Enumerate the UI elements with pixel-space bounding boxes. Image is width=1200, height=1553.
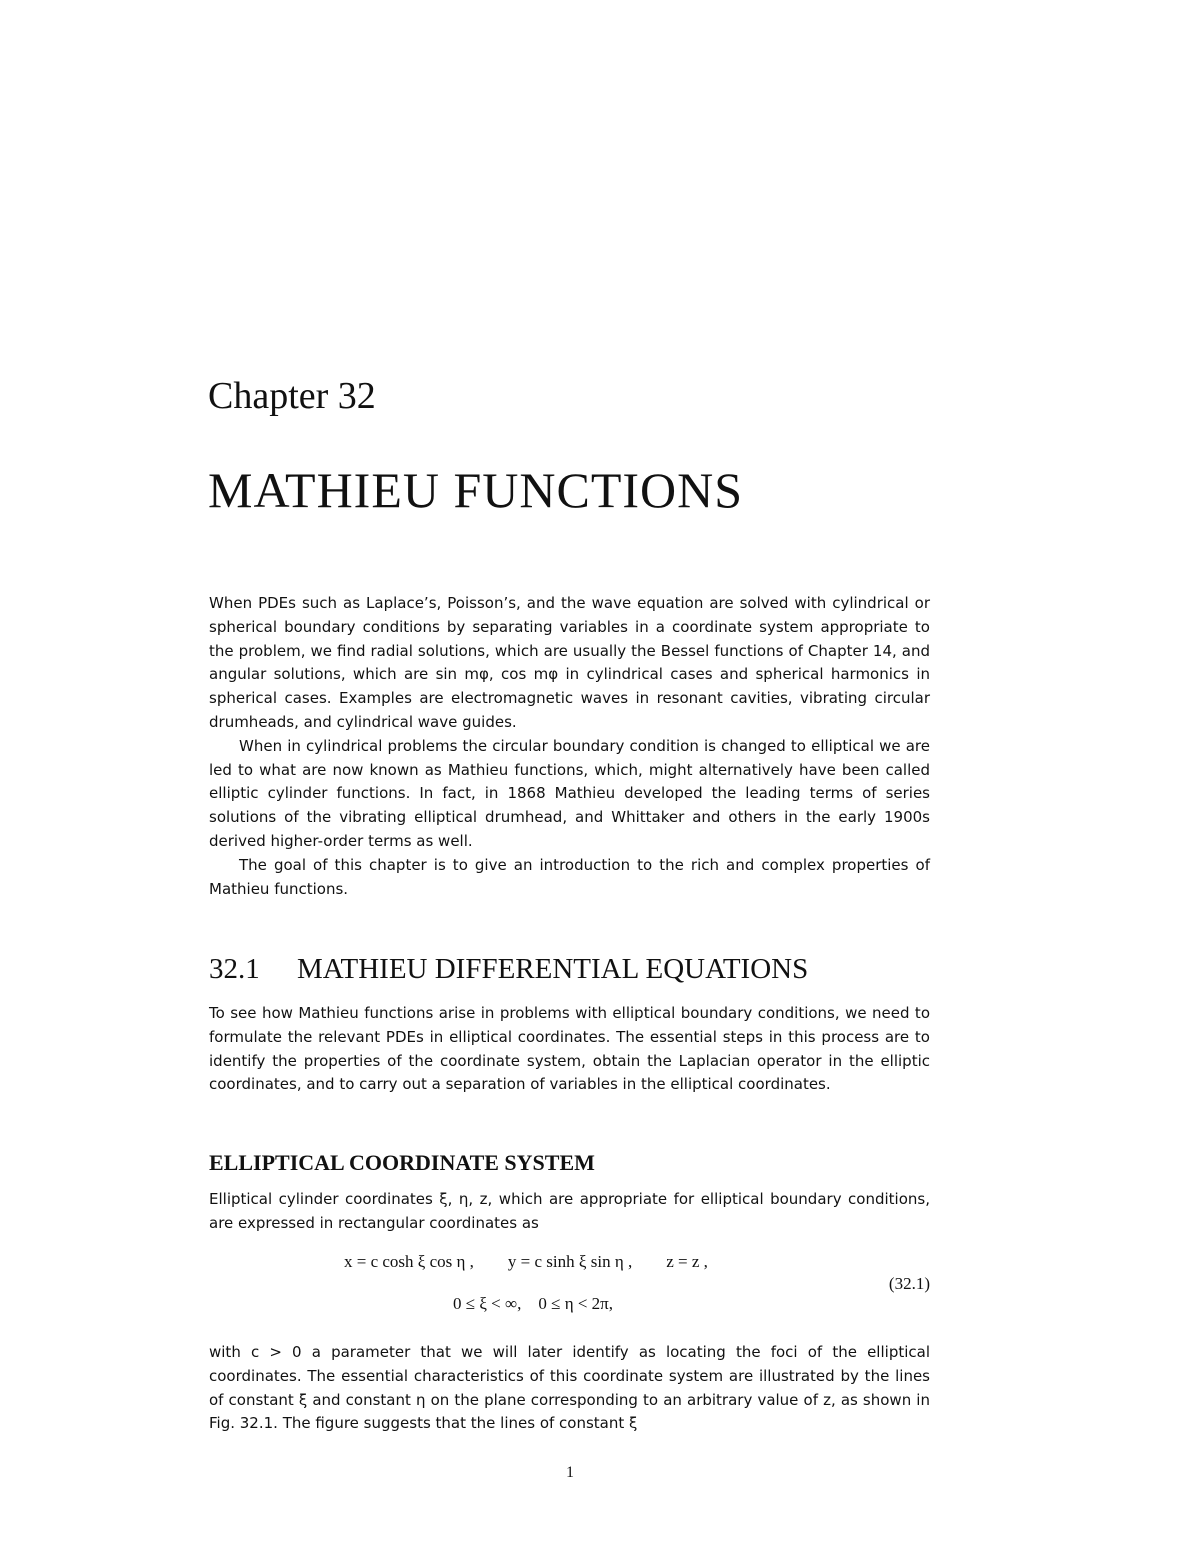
section-body <box>209 1002 930 1097</box>
equation-number: (32.1) <box>888 1274 930 1293</box>
subsection-paragraph: Elliptical cylinder coordinates ξ, η, z, which are appropriate for elliptical boundary conditions, are expressed in rectangular coordinates as <box>209 1190 930 1232</box>
subsection-heading: ELLIPTICAL COORDINATE SYSTEM <box>209 1150 595 1175</box>
section-number: 32.1 <box>209 953 260 985</box>
subsection-body <box>209 1188 930 1236</box>
equation-line: 0 ≤ ξ < ∞, 0 ≤ η < 2π, <box>453 1294 614 1313</box>
intro-paragraph: The goal of this chapter is to give an introduction to the rich and complex properties of Mathieu functions. <box>209 855 930 898</box>
equation-line: x = c cosh ξ cos η , y = c sinh ξ sin η , z = z , <box>344 1252 708 1271</box>
chapter-title: MATHIEU FUNCTIONS <box>208 462 744 518</box>
intro-paragraph: When in cylindrical problems the circular boundary condition is changed to elliptical we are led to what are now known as Mathieu functions, which, might alternatively have been called elliptic cylinder functions. In fact, in 1868 Mathieu developed the leading terms of series solutions of the vibrating elliptical drumhead, and Whittaker and others in the early 1900s derived higher-order terms as well. <box>209 736 930 850</box>
chapter-label: Chapter 32 <box>208 375 376 417</box>
section-title: MATHIEU DIFFERENTIAL EQUATIONS <box>297 953 809 985</box>
section-heading <box>209 951 808 987</box>
closing-body <box>209 1341 930 1436</box>
intro-section <box>209 592 930 901</box>
intro-paragraph: When PDEs such as Laplace’s, Poisson’s, and the wave equation are solved with cylindrical or spherical boundary conditions by separating variables in a coordinate system appropriate to the problem, we find radial solutions, which are usually the Bessel functions of Chapter 14, and angular solutions, which are sin mφ, cos mφ in cylindrical cases and spherical harmonics in spherical cases. Examples are electromagnetic waves in resonant cavities, vibrating circular drumheads, and cylindrical wave guides. <box>209 594 930 731</box>
closing-paragraph: with c > 0 a parameter that we will later identify as locating the foci of the elliptical coordinates. The essential characteristics of this coordinate system are illustrated by the lines of constant ξ and constant η on the plane corresponding to an arbitrary value of z, as shown in Fig. 32.1. The figure suggests that the lines of constant ξ <box>209 1343 930 1433</box>
equation-32-1 <box>209 1252 930 1322</box>
page-number: 1 <box>566 1464 574 1481</box>
section-paragraph: To see how Mathieu functions arise in problems with elliptical boundary conditions, we need to formulate the relevant PDEs in elliptical coordinates. The essential steps in this process are to identify the properties of the coordinate system, obtain the Laplacian operator in the elliptic coordinates, and to carry out a separation of variables in the elliptical coordinates. <box>209 1004 930 1094</box>
